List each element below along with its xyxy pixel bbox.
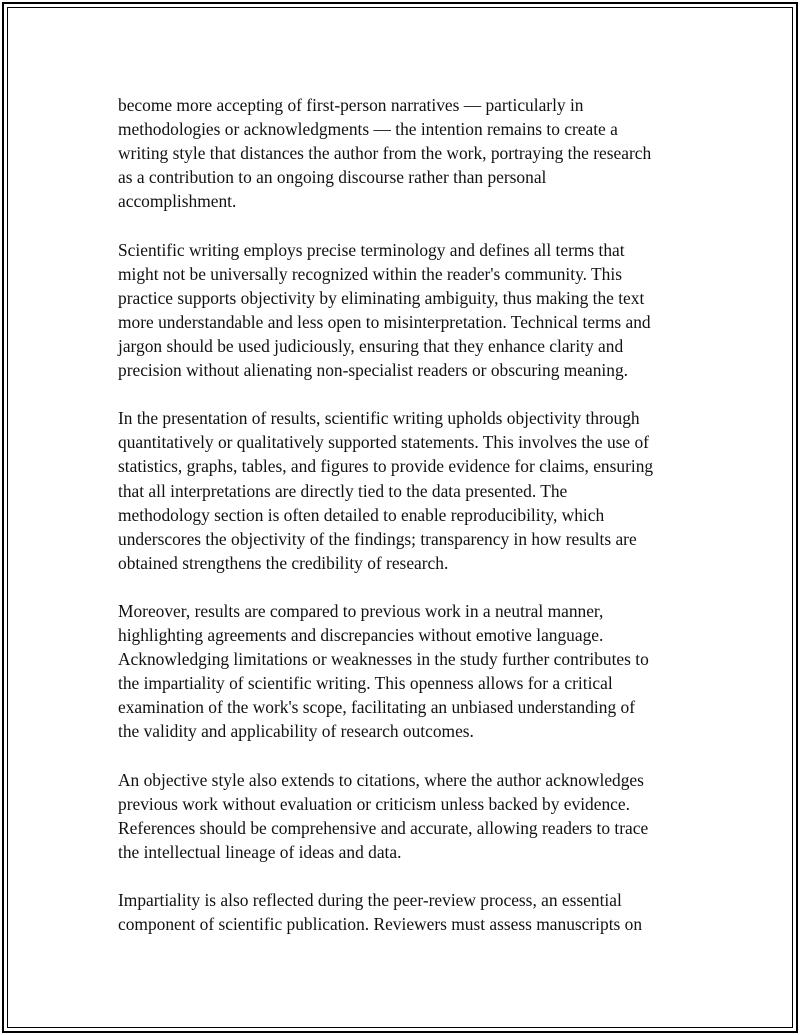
paragraph-3: In the presentation of results, scientific writing upholds objectivity through quantitatively or qualitatively supported statements. This involves the use of statistics, graphs, tables, and figures to provide evidence for claims, ensuring that all interpretations are directly tied to the data presented. The methodology section is often detailed to enable reproducibility, which underscores the objectivity of the findings; transparency in how results are obtained strengthens the credibility of research.: [118, 408, 654, 573]
paragraph-6: Impartiality is also reflected during the peer-review process, an essential component of scientific publication. Reviewers must assess manuscripts on: [118, 890, 643, 935]
document-body: [118, 93, 698, 960]
paragraph-2: Scientific writing employs precise terminology and defines all terms that might not be universally recognized within the reader's community. This practice supports objectivity by eliminating ambiguity, thus making the text more understandable and less open to misinterpretation. Technical terms and jargon should be used judiciously, ensuring that they enhance clarity and precision without alienating non-specialist readers or obscuring meaning.: [118, 239, 651, 381]
paragraph-1: become more accepting of first-person narratives — particularly in methodologies or acknowledgments — the intention remains to create a writing style that distances the author from the work, portraying the research as a contribution to an ongoing discourse rather than personal accomplishment.: [118, 95, 652, 212]
paragraph-5: An objective style also extends to citations, where the author acknowledges previous work without evaluation or criticism unless backed by evidence. References should be comprehensive and accurate, allowing readers to trace the intellectual lineage of ideas and data.: [118, 769, 649, 862]
paragraph-4: Moreover, results are compared to previous work in a neutral manner, highlighting agreements and discrepancies without emotive language. Acknowledging limitations or weaknesses in the study further contributes to the impartiality of scientific writing. This openness allows for a critical examination of the work's scope, facilitating an unbiased understanding of the validity and applicability of research outcomes.: [118, 600, 649, 742]
